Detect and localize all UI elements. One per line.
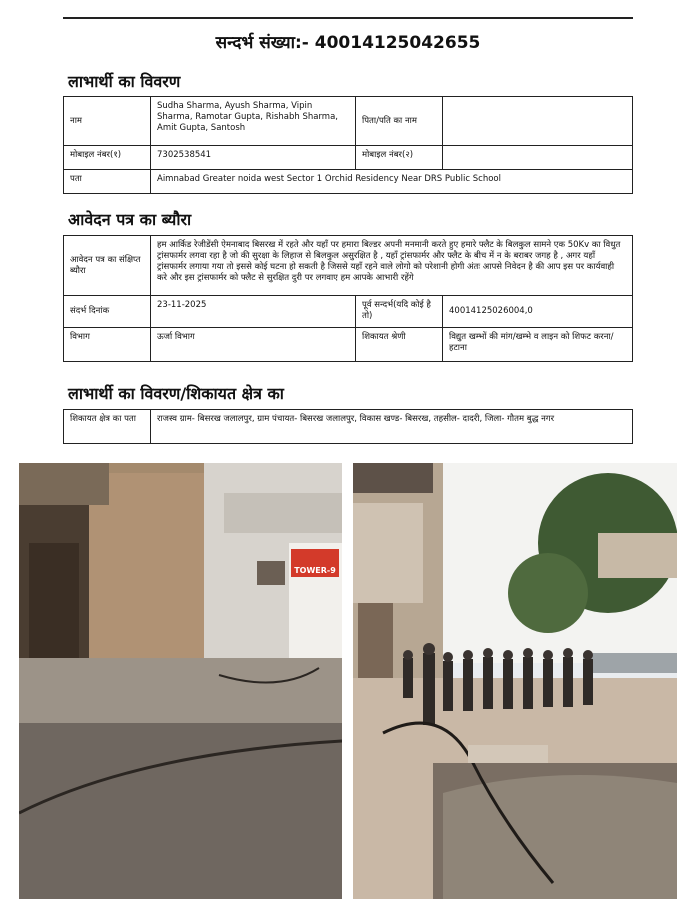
address-value: Aimnabad Greater noida west Sector 1 Orchid Residency Near DRS Public School — [151, 170, 633, 194]
area-table — [63, 409, 633, 444]
area-label: शिकायत क्षेत्र का पता — [64, 410, 151, 444]
top-rule — [63, 17, 633, 19]
site-photo-left — [19, 463, 342, 899]
reference-number: सन्दर्भ संख्या:- 40014125042655 — [215, 33, 481, 53]
date-value: 23-11-2025 — [151, 296, 356, 328]
mobile1-label: मोबाइल नंबर(१) — [64, 146, 151, 170]
dept-value: ऊर्जा विभाग — [151, 328, 356, 362]
mobile2-label: मोबाइल नंबर(२) — [356, 146, 443, 170]
date-label: संदर्भ दिनांक — [64, 296, 151, 328]
area-value: राजस्व ग्राम- बिसरख जलालपुर, ग्राम पंचायत- बिसरख जलालपुर, विकास खण्ड- बिसरख, तहसील- दादरी, जिला- गौतम बुद्ध नगर — [151, 410, 633, 444]
beneficiary-heading: लाभार्थी का विवरण — [68, 72, 181, 91]
category-value: विद्युत खम्भों की मांग/खम्भे व लाइन को शिफट करना/हटाना — [443, 328, 633, 362]
summary-value: हम आर्किड रेजीडेंसी ऐमनाबाद बिसरख में रहते और यहाँ पर हमारा बिल्डर अपनी मनमानी करते हुए हमारे फ्लैट के बिलकुल सामने एक 50Kv का विधुत ट्रांसफार्मर लगवा रहा है जो की सुरक्षा के लिहाज से बिलकुल असुरक्षित है , यहाँ ट्रांसफार्मर और फ्लैट के बीच में न के बराबर जगह है , अगर यहाँ ट्रांसफार्मर लगाया गया तो इससे कोई घटना हो सकती है जिससे यहाँ रहने वाले लोगो को परेशानी होगी अंतः आपसे निवेदन है की आप इस पर कार्यवाही करे और इस ट्रांसफार्मर को फ्लैट से सुरक्षित दुरी पर लगवाए हम आपके आभारी रहेंगे — [151, 236, 633, 296]
prev-ref-label: पूर्व सन्दर्भ(यदि कोई है तो) — [356, 296, 443, 328]
area-heading: लाभार्थी का विवरण/शिकायत क्षेत्र का — [68, 384, 284, 403]
tower-sign-line2: TOWER-9 — [294, 566, 336, 575]
site-photo-right — [353, 463, 677, 899]
mobile2-value — [443, 146, 633, 170]
beneficiary-table — [63, 96, 633, 194]
name-label: नाम — [64, 97, 151, 146]
father-value — [443, 97, 633, 146]
prev-ref-value: 40014125026004,0 — [443, 296, 633, 328]
address-label: पता — [64, 170, 151, 194]
summary-label: आवेदन पत्र का संक्षिप्त ब्यौरा — [64, 236, 151, 296]
application-heading: आवेदन पत्र का ब्यौरा — [68, 210, 192, 229]
mobile1-value: 7302538541 — [151, 146, 356, 170]
father-label: पिता/पति का नाम — [356, 97, 443, 146]
dept-label: विभाग — [64, 328, 151, 362]
category-label: शिकायत श्रेणी — [356, 328, 443, 362]
application-table — [63, 235, 633, 362]
name-value: Sudha Sharma, Ayush Sharma, Vipin Sharma, Ramotar Gupta, Rishabh Sharma, Amit Gupta, Santosh — [151, 97, 356, 146]
